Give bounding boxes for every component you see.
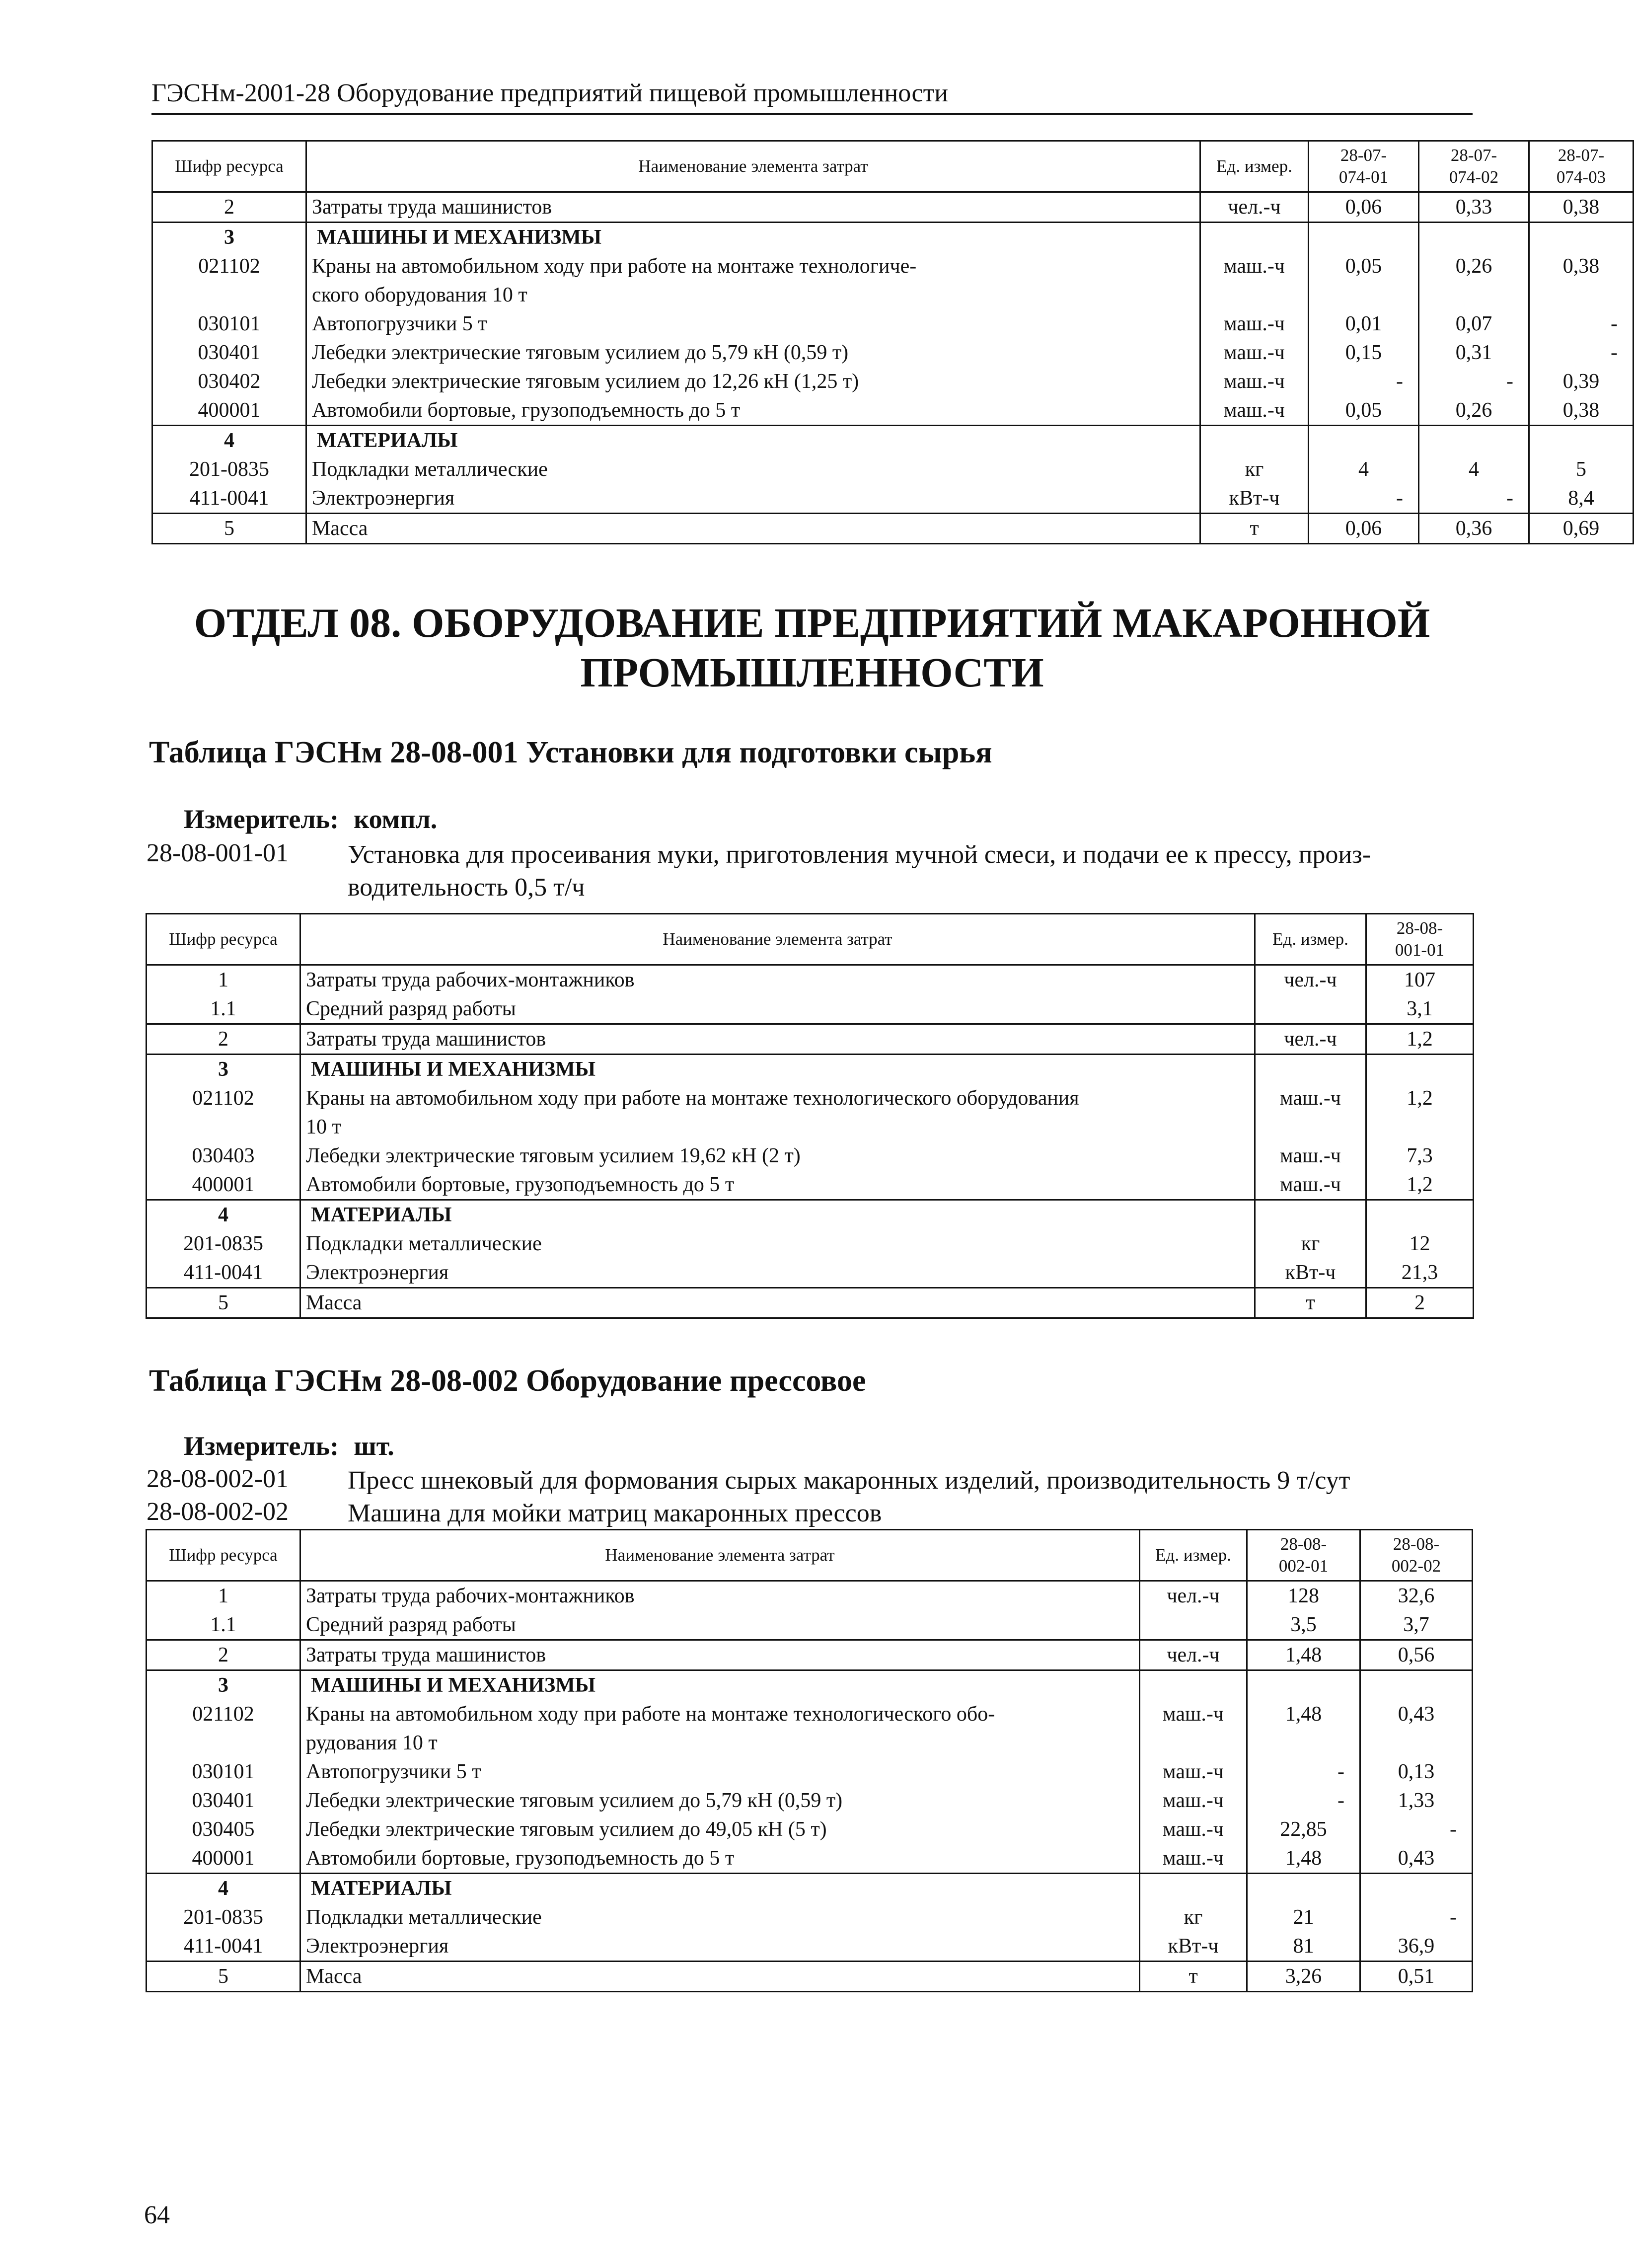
cost-element-name: МАШИНЫ И МЕХАНИЗМЫ <box>306 223 1200 252</box>
norm-value: 1,48 <box>1247 1700 1360 1757</box>
table-row <box>147 1055 1474 1084</box>
norm-value: 0,07 <box>1419 309 1529 338</box>
norm-value: 21 <box>1247 1903 1360 1932</box>
cost-element-name: МАШИНЫ И МЕХАНИЗМЫ <box>300 1670 1140 1700</box>
unit: маш.-ч <box>1140 1757 1247 1786</box>
unit: маш.-ч <box>1255 1170 1366 1200</box>
header-rule <box>151 113 1473 115</box>
norm-value <box>1247 1670 1360 1700</box>
cost-element-name: Лебедки электрические тяговым усилием 19,62 кН (2 т) <box>300 1141 1255 1170</box>
norm-value: 22,85 <box>1247 1815 1360 1844</box>
norm-value: 1,2 <box>1366 1170 1474 1200</box>
col-header-position: 28-07- 074-03 <box>1529 141 1634 192</box>
measure-label: Измеритель: <box>184 1431 339 1461</box>
norm-value: 8,4 <box>1529 484 1634 514</box>
norm-value: 12 <box>1366 1229 1474 1258</box>
resource-code: 030405 <box>147 1815 300 1844</box>
cost-element-name: МАТЕРИАЛЫ <box>300 1200 1255 1230</box>
norm-value: 0,69 <box>1529 514 1634 544</box>
norm-value: 1,2 <box>1366 1024 1474 1055</box>
cost-element-name: Масса <box>300 1962 1140 1992</box>
unit: маш.-ч <box>1140 1815 1247 1844</box>
norm-value <box>1360 1670 1473 1700</box>
norm-value: 0,05 <box>1309 396 1419 426</box>
table-row <box>147 965 1474 995</box>
unit <box>1140 1610 1247 1640</box>
cost-element-name: Подкладки металлические <box>300 1903 1140 1932</box>
col-header-code: Шифр ресурса <box>147 914 300 965</box>
col-header-name: Наименование элемента затрат <box>300 1530 1140 1581</box>
norm-value: 4 <box>1309 455 1419 484</box>
col-header-position: 28-08- 001-01 <box>1366 914 1474 965</box>
cost-element-name: Затраты труда машинистов <box>306 192 1200 223</box>
cost-element-name: Затраты труда рабочих-монтажников <box>300 965 1255 995</box>
norm-value: 0,26 <box>1419 396 1529 426</box>
page-header-title: ГЭСНм-2001-28 Оборудование предприятий пищевой промышленности <box>151 79 949 107</box>
norm-value <box>1309 426 1419 455</box>
table-row <box>147 1024 1474 1055</box>
norm-value <box>1529 426 1634 455</box>
unit: кг <box>1140 1903 1247 1932</box>
norm-value: 32,6 <box>1360 1581 1473 1611</box>
table-row <box>152 309 1634 338</box>
unit: маш.-ч <box>1140 1844 1247 1874</box>
norm-value: 0,31 <box>1419 338 1529 367</box>
unit <box>1140 1874 1247 1903</box>
norm-value: 0,38 <box>1529 252 1634 309</box>
header-row <box>152 141 1634 192</box>
table-row <box>152 514 1634 544</box>
resource-code: 021102 <box>152 252 306 309</box>
unit <box>1140 1670 1247 1700</box>
norm-value: - <box>1247 1786 1360 1815</box>
resource-code: 411-0041 <box>147 1258 300 1288</box>
table-row <box>147 994 1474 1024</box>
cost-element-name: Затраты труда машинистов <box>300 1024 1255 1055</box>
table-row <box>147 1258 1474 1288</box>
norm-value: 0,43 <box>1360 1700 1473 1757</box>
norm-value <box>1419 426 1529 455</box>
section-title: ОТДЕЛ 08. ОБОРУДОВАНИЕ ПРЕДПРИЯТИЙ МАКАРОННОЙ ПРОМЫШЛЕННОСТИ <box>194 600 1430 696</box>
norm-value: 2 <box>1366 1288 1474 1318</box>
unit: чел.-ч <box>1255 1024 1366 1055</box>
cost-element-name: Автомобили бортовые, грузоподъемность до 5 т <box>300 1170 1255 1200</box>
cost-element-name: Автопогрузчики 5 т <box>300 1757 1140 1786</box>
table-row <box>147 1200 1474 1230</box>
cost-element-name: МАШИНЫ И МЕХАНИЗМЫ <box>300 1055 1255 1084</box>
norm-value: - <box>1529 338 1634 367</box>
cost-element-name: Автомобили бортовые, грузоподъемность до 5 т <box>306 396 1200 426</box>
header-row <box>147 1530 1473 1581</box>
table-row <box>152 367 1634 396</box>
col-header-unit: Ед. измер. <box>1140 1530 1247 1581</box>
resource-code: 4 <box>147 1200 300 1230</box>
norm-value <box>1309 223 1419 252</box>
unit: маш.-ч <box>1200 396 1309 426</box>
resource-code: 2 <box>152 192 306 223</box>
norm-value: 0,13 <box>1360 1757 1473 1786</box>
norm-value: 0,51 <box>1360 1962 1473 1992</box>
norm-value <box>1529 223 1634 252</box>
cost-element-name: Затраты труда машинистов <box>300 1640 1140 1670</box>
table-row <box>152 192 1634 223</box>
norm-value: 128 <box>1247 1581 1360 1611</box>
norm-value: - <box>1247 1757 1360 1786</box>
col-header-unit: Ед. измер. <box>1255 914 1366 965</box>
cost-element-name: Масса <box>306 514 1200 544</box>
norm-value: 1,48 <box>1247 1640 1360 1670</box>
table-28-07-074 <box>151 140 1634 544</box>
norm-value <box>1419 223 1529 252</box>
resource-code: 030402 <box>152 367 306 396</box>
resource-code: 4 <box>152 426 306 455</box>
unit: чел.-ч <box>1140 1581 1247 1611</box>
cost-element-name: Электроэнергия <box>300 1932 1140 1962</box>
unit <box>1255 1200 1366 1230</box>
position-description: Машина для мойки матриц макаронных прессов <box>348 1499 882 1527</box>
position-code: 28-08-001-01 <box>147 839 289 867</box>
table-row <box>147 1084 1474 1141</box>
norm-value: 1,2 <box>1366 1084 1474 1141</box>
table-row <box>147 1874 1473 1903</box>
table-row <box>147 1581 1473 1611</box>
col-header-code: Шифр ресурса <box>147 1530 300 1581</box>
norm-value: 1,48 <box>1247 1844 1360 1874</box>
unit <box>1200 223 1309 252</box>
norm-value: 36,9 <box>1360 1932 1473 1962</box>
cost-element-name: МАТЕРИАЛЫ <box>306 426 1200 455</box>
norm-value: 3,5 <box>1247 1610 1360 1640</box>
norm-value: 3,26 <box>1247 1962 1360 1992</box>
table-row <box>152 484 1634 514</box>
header-row <box>147 914 1474 965</box>
cost-element-name: Масса <box>300 1288 1255 1318</box>
measure-label: Измеритель: <box>184 804 339 834</box>
position-code: 28-08-002-01 <box>147 1465 289 1493</box>
resource-code: 030101 <box>152 309 306 338</box>
table-row <box>147 1288 1474 1318</box>
norm-value: 4 <box>1419 455 1529 484</box>
col-header-name: Наименование элемента затрат <box>300 914 1255 965</box>
unit: маш.-ч <box>1200 309 1309 338</box>
unit: кВт-ч <box>1200 484 1309 514</box>
resource-code: 2 <box>147 1024 300 1055</box>
norm-value <box>1360 1874 1473 1903</box>
norm-value: 81 <box>1247 1932 1360 1962</box>
cost-element-name: Краны на автомобильном ходу при работе на монтаже технологического оборудования 10 т <box>300 1084 1255 1141</box>
resource-code: 021102 <box>147 1084 300 1141</box>
measure-value: компл. <box>354 804 438 834</box>
table-row <box>152 223 1634 252</box>
norm-value: - <box>1529 309 1634 338</box>
norm-value: 0,39 <box>1529 367 1634 396</box>
resource-code: 400001 <box>147 1844 300 1874</box>
cost-element-name: Автомобили бортовые, грузоподъемность до 5 т <box>300 1844 1140 1874</box>
col-header-name: Наименование элемента затрат <box>306 141 1200 192</box>
resource-code: 1 <box>147 965 300 995</box>
position-description: Пресс шнековый для формования сырых макаронных изделий, производительность 9 т/сут <box>348 1466 1350 1495</box>
unit: маш.-ч <box>1140 1700 1247 1757</box>
unit: чел.-ч <box>1140 1640 1247 1670</box>
unit: маш.-ч <box>1200 367 1309 396</box>
table-row <box>147 1844 1473 1874</box>
cost-element-name: Средний разряд работы <box>300 994 1255 1024</box>
table-28-08-002 <box>146 1529 1473 1992</box>
norm-value: 7,3 <box>1366 1141 1474 1170</box>
table-1-title: Таблица ГЭСНм 28-08-001 Установки для подготовки сырья <box>149 736 992 769</box>
unit <box>1255 1055 1366 1084</box>
cost-element-name: Лебедки электрические тяговым усилием до 5,79 кН (0,59 т) <box>300 1786 1140 1815</box>
cost-element-name: Краны на автомобильном ходу при работе на монтаже технологиче- ского оборудования 10 т <box>306 252 1200 309</box>
norm-value: - <box>1360 1903 1473 1932</box>
table-28-08-001 <box>146 913 1474 1319</box>
norm-value: 3,7 <box>1360 1610 1473 1640</box>
table-2-measure <box>184 1431 394 1461</box>
norm-value: 0,26 <box>1419 252 1529 309</box>
norm-value: 21,3 <box>1366 1258 1474 1288</box>
resource-code: 5 <box>147 1288 300 1318</box>
resource-code: 3 <box>147 1670 300 1700</box>
norm-value: 1,33 <box>1360 1786 1473 1815</box>
table-row <box>147 1229 1474 1258</box>
table-row <box>147 1962 1473 1992</box>
unit: т <box>1140 1962 1247 1992</box>
norm-value: 0,15 <box>1309 338 1419 367</box>
table-row <box>147 1670 1473 1700</box>
table-row <box>152 396 1634 426</box>
resource-code: 4 <box>147 1874 300 1903</box>
unit: т <box>1255 1288 1366 1318</box>
resource-code: 3 <box>147 1055 300 1084</box>
unit: кг <box>1200 455 1309 484</box>
unit: маш.-ч <box>1200 338 1309 367</box>
unit: кг <box>1255 1229 1366 1258</box>
cost-element-name: Лебедки электрические тяговым усилием до 49,05 кН (5 т) <box>300 1815 1140 1844</box>
norm-value: - <box>1360 1815 1473 1844</box>
resource-code: 400001 <box>147 1170 300 1200</box>
table-row <box>152 455 1634 484</box>
norm-value: 0,06 <box>1309 514 1419 544</box>
unit: чел.-ч <box>1200 192 1309 223</box>
resource-code: 030101 <box>147 1757 300 1786</box>
norm-value <box>1366 1200 1474 1230</box>
cost-element-name: МАТЕРИАЛЫ <box>300 1874 1140 1903</box>
table-row <box>152 426 1634 455</box>
resource-code: 1.1 <box>147 994 300 1024</box>
resource-code: 030401 <box>147 1786 300 1815</box>
cost-element-name: Лебедки электрические тяговым усилием до 5,79 кН (0,59 т) <box>306 338 1200 367</box>
resource-code: 030401 <box>152 338 306 367</box>
table-row <box>147 1932 1473 1962</box>
resource-code: 201-0835 <box>147 1903 300 1932</box>
position-description: Установка для просеивания муки, приготовления мучной смеси, и подачи ее к прессу, произ- водительность 0,5 т/ч <box>348 840 1371 902</box>
cost-element-name: Подкладки металлические <box>306 455 1200 484</box>
table-row <box>147 1170 1474 1200</box>
norm-value: 5 <box>1529 455 1634 484</box>
resource-code: 5 <box>152 514 306 544</box>
table-row <box>147 1786 1473 1815</box>
col-header-position: 28-08- 002-01 <box>1247 1530 1360 1581</box>
unit: маш.-ч <box>1255 1084 1366 1141</box>
table-row <box>152 252 1634 309</box>
norm-value: 0,38 <box>1529 396 1634 426</box>
cost-element-name: Затраты труда рабочих-монтажников <box>300 1581 1140 1611</box>
resource-code: 400001 <box>152 396 306 426</box>
cost-element-name: Автопогрузчики 5 т <box>306 309 1200 338</box>
page-number: 64 <box>144 2201 170 2229</box>
table-row <box>147 1757 1473 1786</box>
unit: кВт-ч <box>1255 1258 1366 1288</box>
cost-element-name: Средний разряд работы <box>300 1610 1140 1640</box>
cost-element-name: Краны на автомобильном ходу при работе на монтаже технологического обо- рудования 10 т <box>300 1700 1140 1757</box>
cost-element-name: Лебедки электрические тяговым усилием до 12,26 кН (1,25 т) <box>306 367 1200 396</box>
unit: чел.-ч <box>1255 965 1366 995</box>
position-code: 28-08-002-02 <box>147 1498 289 1526</box>
norm-value: 0,43 <box>1360 1844 1473 1874</box>
resource-code: 3 <box>152 223 306 252</box>
unit <box>1255 994 1366 1024</box>
unit: маш.-ч <box>1140 1786 1247 1815</box>
table-row <box>147 1903 1473 1932</box>
resource-code: 201-0835 <box>147 1229 300 1258</box>
unit: т <box>1200 514 1309 544</box>
norm-value: 0,06 <box>1309 192 1419 223</box>
norm-value: 107 <box>1366 965 1474 995</box>
cost-element-name: Электроэнергия <box>300 1258 1255 1288</box>
resource-code: 1 <box>147 1581 300 1611</box>
resource-code: 021102 <box>147 1700 300 1757</box>
unit: маш.-ч <box>1255 1141 1366 1170</box>
unit: кВт-ч <box>1140 1932 1247 1962</box>
measure-value: шт. <box>354 1431 394 1461</box>
unit <box>1200 426 1309 455</box>
norm-value: 0,56 <box>1360 1640 1473 1670</box>
table-row <box>147 1141 1474 1170</box>
table-row <box>147 1610 1473 1640</box>
norm-value: 0,36 <box>1419 514 1529 544</box>
table-2-title: Таблица ГЭСНм 28-08-002 Оборудование прессовое <box>149 1364 866 1398</box>
unit: маш.-ч <box>1200 252 1309 309</box>
col-header-position: 28-08- 002-02 <box>1360 1530 1473 1581</box>
table-row <box>147 1700 1473 1757</box>
col-header-code: Шифр ресурса <box>152 141 306 192</box>
table-row <box>152 338 1634 367</box>
resource-code: 411-0041 <box>147 1932 300 1962</box>
norm-value: 0,01 <box>1309 309 1419 338</box>
norm-value: 0,38 <box>1529 192 1634 223</box>
table-row <box>147 1640 1473 1670</box>
norm-value: 0,33 <box>1419 192 1529 223</box>
col-header-position: 28-07- 074-02 <box>1419 141 1529 192</box>
table-1-measure <box>184 804 437 834</box>
norm-value: - <box>1419 367 1529 396</box>
norm-value: - <box>1309 484 1419 514</box>
resource-code: 201-0835 <box>152 455 306 484</box>
norm-value: - <box>1419 484 1529 514</box>
col-header-position: 28-07- 074-01 <box>1309 141 1419 192</box>
resource-code: 1.1 <box>147 1610 300 1640</box>
cost-element-name: Электроэнергия <box>306 484 1200 514</box>
resource-code: 2 <box>147 1640 300 1670</box>
resource-code: 411-0041 <box>152 484 306 514</box>
norm-value <box>1366 1055 1474 1084</box>
norm-value: 3,1 <box>1366 994 1474 1024</box>
norm-value: 0,05 <box>1309 252 1419 309</box>
col-header-unit: Ед. измер. <box>1200 141 1309 192</box>
table-row <box>147 1815 1473 1844</box>
cost-element-name: Подкладки металлические <box>300 1229 1255 1258</box>
norm-value <box>1247 1874 1360 1903</box>
resource-code: 030403 <box>147 1141 300 1170</box>
resource-code: 5 <box>147 1962 300 1992</box>
norm-value: - <box>1309 367 1419 396</box>
